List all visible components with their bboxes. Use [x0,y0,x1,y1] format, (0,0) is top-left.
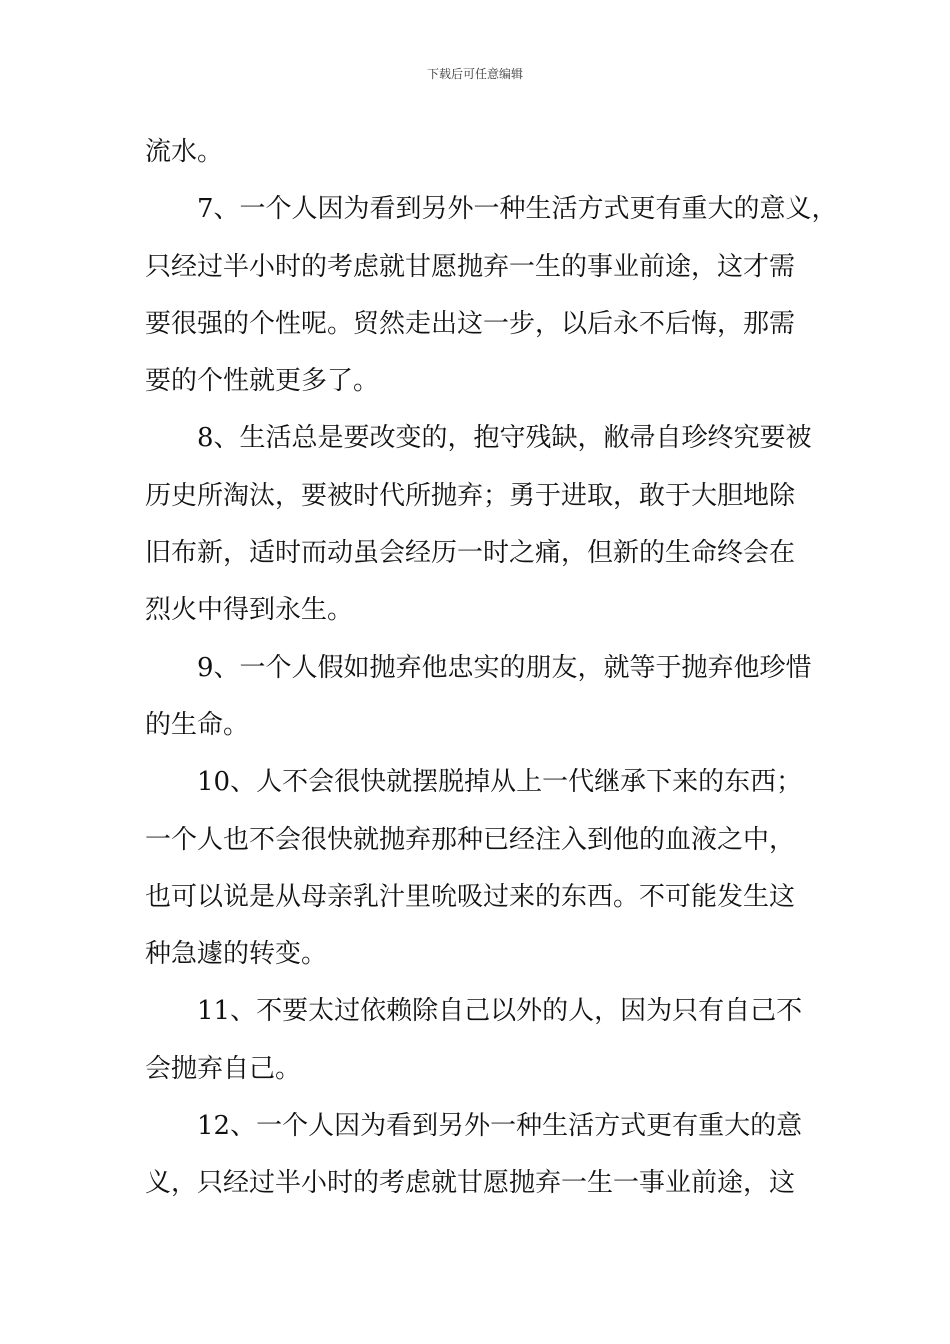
text-line: 烈火中得到永生。 [145,595,354,626]
text-line: 义，只经过半小时的考虑就甘愿抛弃一生一事业前途，这 [145,1168,796,1199]
text-line: 只经过半小时的考虑就甘愿抛弃一生的事业前途，这才需 [145,251,796,282]
text-line: 旧布新，适时而动虽会经历一时之痛，但新的生命终会在 [145,538,796,569]
page-header: 下载后可任意编辑 [426,67,523,81]
text-line: 历史所淘汰，要被时代所抛弃；勇于进取，敢于大胆地除 [145,480,796,511]
document-body [145,128,838,1217]
text-line: 种急遽的转变。 [145,939,328,970]
text-line: 8、生活总是要改变的，抱守残缺，敝帚自珍终究要被 [197,423,812,454]
text-line: 一个人也不会很快就抛弃那种已经注入到他的血液之中， [145,824,796,855]
text-line: 11、不要太过依赖除自己以外的人，因为只有自己不 [197,996,803,1027]
text-line: 10、人不会很快就摆脱掉从上一代继承下来的东西； [197,767,803,798]
text-line: 要很强的个性呢。贸然走出这一步，以后永不后悔，那需 [145,308,796,339]
text-line: 会抛弃自己。 [145,1053,302,1084]
text-line: 流水。 [145,137,224,167]
text-line: 的生命。 [145,709,250,740]
text-line: 9、一个人假如抛弃他忠实的朋友，就等于抛弃他珍惜 [197,652,812,683]
text-line: 也可以说是从母亲乳汁里吮吸过来的东西。不可能发生这 [145,881,796,912]
text-line: 7、一个人因为看到另外一种生活方式更有重大的意义， [197,194,838,225]
text-line: 12、一个人因为看到另外一种生活方式更有重大的意 [197,1111,803,1142]
text-line: 要的个性就更多了。 [145,366,380,397]
